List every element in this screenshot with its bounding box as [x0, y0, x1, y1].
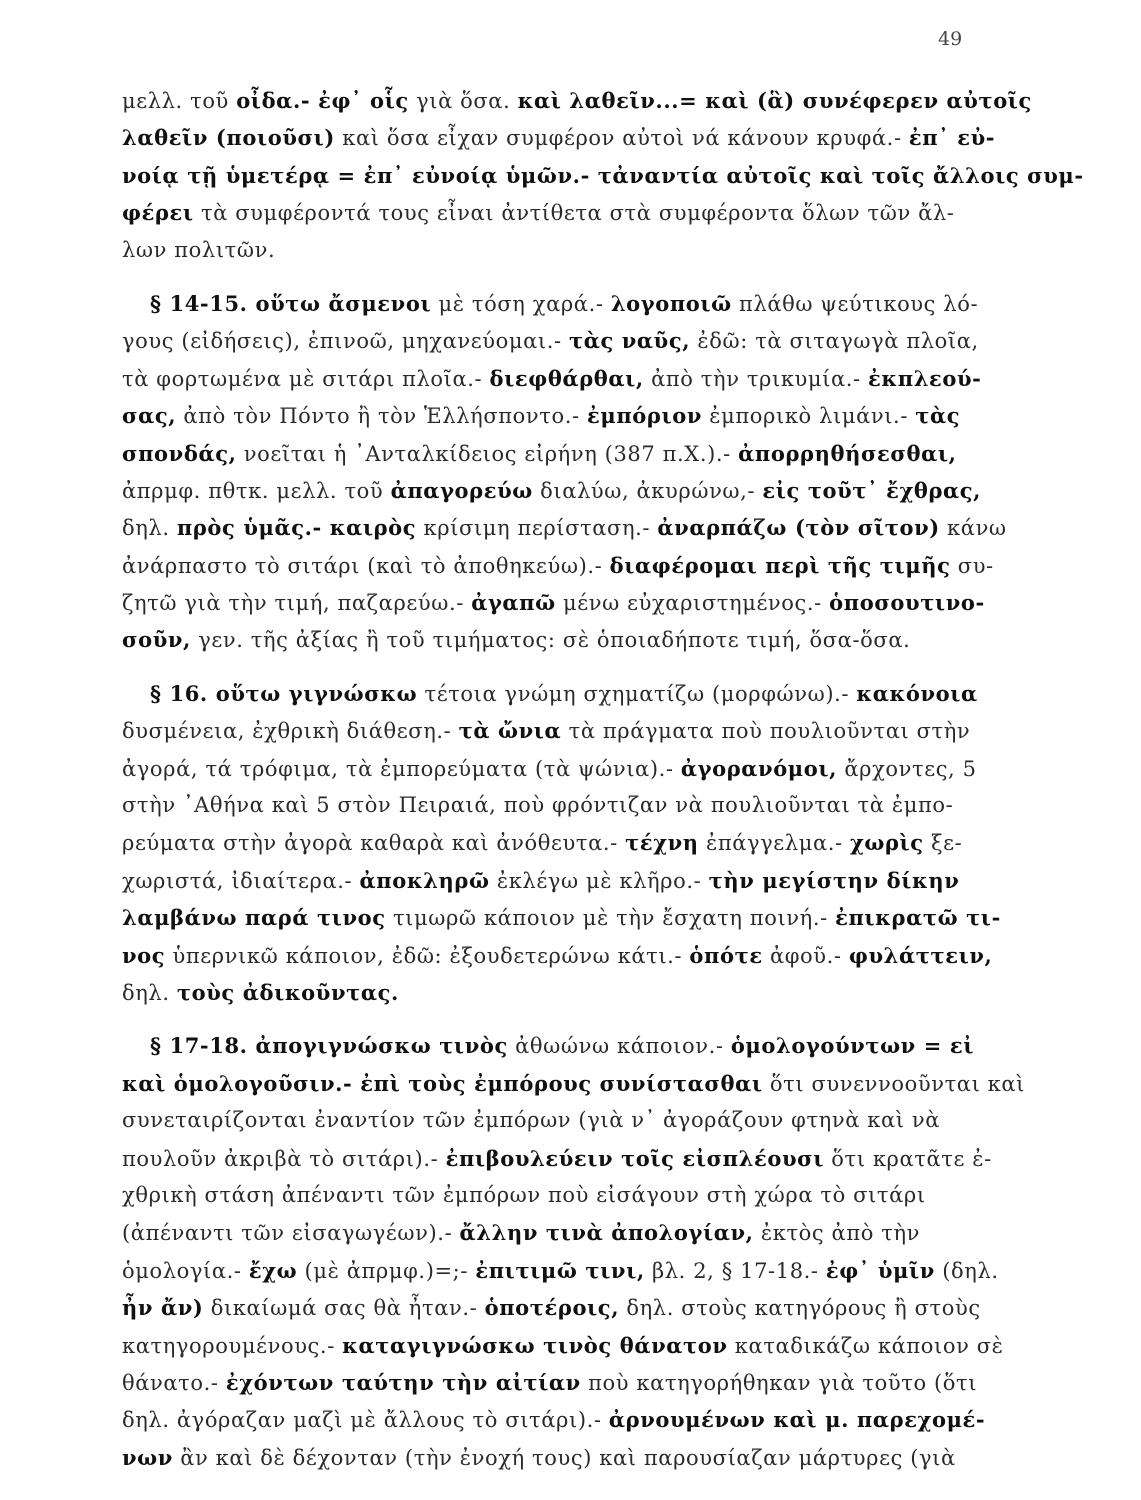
lemma-term: πρὸς ὑμᾶς.- καιρὸς: [176, 515, 417, 541]
text-line: [122, 397, 982, 434]
gloss-text: καὶ ὅσα εἶχαν συμφέρον αὐτοὶ νά κάνουν κρυφά.-: [334, 126, 909, 151]
text-line: [122, 584, 985, 621]
lemma-term: ἀπαγορεύω: [390, 477, 533, 503]
text-line: [122, 1102, 982, 1139]
lemma-term: τοὺς ἀδικοῦντας.: [176, 979, 399, 1005]
text-line: [122, 509, 1007, 546]
lemma-term: σοῦν,: [122, 627, 191, 653]
gloss-text: ἐμπορικὸ λιμάνι.-: [702, 404, 916, 429]
gloss-text: θάνατο.-: [122, 1370, 226, 1395]
lemma-term: τὰς ναῦς,: [568, 328, 691, 354]
text-line: [122, 824, 982, 861]
gloss-text: βλ. 2, § 17-18.-: [644, 1258, 826, 1283]
lemma-term: τέχνη: [625, 830, 699, 856]
lemma-term: ἀποκληρῶ: [359, 867, 490, 893]
lemma-term: ἐπ᾽ εὐ-: [908, 125, 996, 151]
text-line: [122, 1289, 982, 1326]
gloss-text: στὴν ᾿Αθήνα καὶ 5 στὸν Πειραιά, ποὺ φρόντιζαν νὰ πουλιοῦνται τὰ ἐμπο-: [122, 793, 954, 818]
gloss-text: ἐκτὸς ἀπὸ τὴν: [753, 1221, 921, 1246]
paragraph-gap: [122, 269, 982, 285]
gloss-text: (μὲ ἀπρμφ.)=;-: [297, 1258, 476, 1283]
gloss-text: ὑπερνικῶ κάποιον, ἐδῶ: ἐξουδετερώνω κάτι.-: [165, 943, 690, 968]
lemma-term: διεφθάρθαι,: [489, 365, 644, 391]
lemma-term: ἐμπόριον: [586, 403, 703, 429]
paragraph-gap: [122, 659, 982, 675]
text-line: [122, 157, 1084, 194]
lemma-term: λογοποιῶ: [610, 290, 732, 316]
lemma-term: τὰς: [915, 403, 961, 429]
gloss-text: ἄρχοντες, 5: [837, 756, 977, 781]
lemma-term: ἀρνουμένων καὶ μ. παρεχομέ-: [608, 1407, 986, 1433]
gloss-text: δυσμένεια, ἐχθρικὴ διάθεση.-: [122, 719, 459, 744]
lemma-term: ἐπιβουλεύειν τοῖς εἰσπλέουσι: [445, 1145, 824, 1171]
gloss-text: πλάθω ψεύτικους λό-: [731, 291, 979, 316]
gloss-text: λων πολιτῶν.: [122, 237, 276, 262]
gloss-text: ὁμολογία.-: [122, 1258, 249, 1283]
text-line: [122, 360, 982, 397]
text-line: [122, 712, 982, 749]
gloss-text: δηλ.: [122, 516, 177, 541]
lemma-term: τὰ ὤνια: [458, 718, 562, 744]
gloss-text: μελλ. τοῦ: [122, 89, 237, 113]
text-line: [122, 675, 982, 712]
lemma-term: διαφέρομαι περὶ τῆς τιμῆς: [609, 552, 951, 578]
lemma-term: § 17-18. ἀπογιγνώσκω τινὸς: [150, 1033, 508, 1059]
lemma-term: σας,: [122, 403, 177, 429]
lemma-term: ὁπότε: [689, 942, 763, 968]
lemma-term: ὁμολογούντων = εἰ: [730, 1033, 974, 1059]
lemma-term: ἄλλην τινὰ ἀπολογίαν,: [459, 1220, 754, 1246]
text-line: [122, 119, 996, 156]
gloss-text: ἀνάρπαστο τὸ σιτάρι (καὶ τὸ ἀποθηκεύω).-: [122, 553, 610, 578]
text-line: [122, 1177, 982, 1214]
gloss-text: ἀφοῦ.-: [762, 943, 849, 968]
gloss-text: ἀπρμφ. πθτκ. μελλ. τοῦ: [122, 478, 391, 503]
text-line: [122, 937, 993, 974]
gloss-text: ἀπὸ τὸν Πόντο ἢ τὸν Ἑλλήσποντο.-: [176, 404, 587, 429]
text-line: [122, 1364, 982, 1401]
gloss-text: (δηλ.: [934, 1258, 999, 1283]
paragraph-gap: [122, 1011, 982, 1027]
gloss-text: ὅτι κρατᾶτε ἐ-: [823, 1146, 992, 1171]
lemma-term: ἀγορανόμοι,: [680, 755, 838, 781]
lemma-term: ἐπικρατῶ τι-: [835, 905, 1001, 931]
gloss-text: γους (εἰδήσεις), ἐπινοῶ, μηχανεύομαι.-: [122, 329, 569, 354]
text-line: [122, 974, 982, 1011]
text-line: [122, 750, 982, 787]
lemma-term: φέρει: [122, 200, 194, 226]
lemma-term: χωρὶς: [849, 830, 924, 856]
lemma-term: ἐφ᾽ ὑμῖν: [825, 1257, 935, 1283]
text-line: [122, 322, 982, 359]
gloss-text: ἀθωώνω κάποιον.-: [507, 1034, 731, 1059]
lemma-term: ἀπορρηθήσεσθαι,: [738, 440, 957, 466]
gloss-text: τὰ πράγματα ποὺ πουλιοῦνται στὴν: [561, 719, 971, 744]
gloss-text: συνεταιρίζονται ἐναντίον τῶν ἐμπόρων (γιὰ ν᾽ ἀγοράζουν φτηνὰ καὶ νὰ: [122, 1108, 941, 1133]
text-line: [122, 1252, 999, 1289]
text-line: [122, 1327, 1004, 1364]
page-text: [122, 82, 1084, 1476]
lemma-term: λαθεῖν (ποιοῦσι): [122, 125, 335, 151]
text-line: [122, 1401, 986, 1438]
lemma-term: καὶ λαθεῖν...= καὶ (ἃ) συνέφερεν αὐτοῖς: [517, 88, 1032, 113]
gloss-text: δικαίωμά σας θὰ ἦταν.-: [203, 1296, 485, 1321]
lemma-term: ἐχόντων ταύτην τὴν αἰτίαν: [225, 1369, 581, 1395]
lemma-term: νοίᾳ τῇ ὑμετέρᾳ = ἐπ᾽ εὐνοίᾳ ὑμῶν.- τἀναντία αὐτοῖς καὶ τοῖς ἄλλοις συμ-: [122, 162, 1084, 188]
lemma-term: νος: [122, 942, 166, 968]
gloss-text: δηλ. ἀγόραζαν μαζὶ μὲ ἄλλους τὸ σιτάρι).-: [122, 1408, 609, 1433]
gloss-text: (ἀπέναντι τῶν εἰσαγωγέων).-: [122, 1221, 460, 1246]
gloss-text: τὰ φορτωμένα μὲ σιτάρι πλοῖα.-: [122, 366, 490, 391]
gloss-text: δηλ.: [122, 980, 177, 1005]
lemma-term: ὁποσουτινο-: [829, 590, 985, 616]
text-line: [122, 1439, 982, 1476]
gloss-text: ξε-: [923, 831, 963, 856]
lemma-term: λαμβάνω παρά τινος: [122, 905, 386, 931]
gloss-text: δηλ. στοὺς κατηγόρους ἢ στοὺς: [619, 1296, 981, 1321]
gloss-text: διαλύω, ἀκυρώνω,-: [532, 478, 763, 503]
lemma-term: νων: [122, 1444, 173, 1470]
gloss-text: συ-: [950, 553, 994, 578]
text-line: [122, 232, 982, 269]
gloss-text: χθρικὴ στάση ἀπέναντι τῶν ἐμπόρων ποὺ εἰσάγουν στὴ χώρα τὸ σιτάρι: [122, 1182, 926, 1207]
text-line: [122, 621, 982, 658]
lemma-term: § 14-15. οὕτω ἄσμενοι: [150, 290, 432, 316]
gloss-text: νοεῖται ἡ ᾿Ανταλκίδειος εἰρήνη (387 π.Χ.).-: [236, 441, 739, 466]
gloss-text: τὰ συμφέροντά τους εἶναι ἀντίθετα στὰ συμφέροντα ὅλων τῶν ἄλ-: [193, 201, 955, 226]
gloss-text: ζητῶ γιὰ τὴν τιμή, παζαρεύω.-: [122, 591, 472, 616]
gloss-text: ἀγορά, τά τρόφιμα, τὰ ἐμπορεύματα (τὰ ψώνια).-: [122, 756, 681, 781]
text-line: [122, 285, 982, 322]
gloss-text: κρίσιμη περίσταση.-: [416, 516, 658, 541]
lemma-term: ἀγαπῶ: [471, 590, 556, 616]
text-line: [122, 547, 994, 584]
page-number: 49: [938, 28, 963, 50]
gloss-text: καταδικάζω κάποιον σὲ: [727, 1333, 1004, 1358]
gloss-text: ἐδῶ: τὰ σιταγωγὰ πλοῖα,: [690, 329, 979, 354]
gloss-text: μένω εὐχαριστημένος.-: [555, 591, 830, 616]
gloss-text: πουλοῦν ἀκριβὰ τὸ σιτάρι).-: [122, 1146, 446, 1171]
gloss-text: ἐκλέγω μὲ κλῆρο.-: [489, 868, 709, 893]
text-line: [122, 1140, 992, 1177]
gloss-text: ὅτι συνεννοοῦνται καὶ: [762, 1071, 1026, 1096]
text-line: [122, 787, 982, 824]
lemma-term: καὶ ὁμολογοῦσιν.- ἐπὶ τοὺς ἐμπόρους συνίστασθαι: [122, 1070, 763, 1096]
lemma-term: εἰς τοῦτ᾽ ἔχθρας,: [762, 477, 982, 503]
text-line: [122, 1027, 982, 1064]
gloss-text: κατηγορουμένους.-: [122, 1333, 343, 1358]
lemma-term: φυλάττειν,: [848, 942, 993, 968]
gloss-text: τιμωρῶ κάποιον μὲ τὴν ἔσχατη ποινή.-: [385, 906, 836, 931]
text-line: [122, 1214, 982, 1251]
gloss-text: ποὺ κατηγορήθηκαν γιὰ τοῦτο (ὅτι: [580, 1370, 978, 1395]
lemma-term: ἐκπλεού-: [868, 365, 982, 391]
text-line: [122, 472, 982, 509]
text-line: [122, 194, 982, 231]
gloss-text: τέτοια γνώμη σχηματίζω (μορφώνω).-: [417, 681, 857, 706]
gloss-text: ἂν καὶ δὲ δέχονταν (τὴν ἐνοχή τους) καὶ παρουσίαζαν μάρτυρες (γιὰ: [172, 1445, 956, 1470]
gloss-text: ἐπάγγελμα.-: [698, 831, 850, 856]
gloss-text: γιὰ ὅσα.: [408, 89, 518, 113]
lemma-term: § 16. οὕτω γιγνώσκω: [150, 680, 418, 706]
text-line: [122, 899, 1001, 936]
lemma-term: ἦν ἄν): [122, 1295, 204, 1321]
lemma-term: κακόνοια: [856, 680, 978, 706]
text-line: [122, 862, 982, 899]
lemma-term: ἀναρπάζω (τὸν σῖτον): [657, 515, 940, 541]
text-line: [122, 435, 982, 472]
lemma-term: ἔχω: [248, 1257, 298, 1283]
lemma-term: ἐπιτιμῶ τινι,: [475, 1257, 645, 1283]
lemma-term: σπονδάς,: [122, 440, 237, 466]
lemma-term: ὁποτέροις,: [484, 1295, 620, 1321]
lemma-term: τὴν μεγίστην δίκην: [708, 867, 960, 893]
text-line: [122, 82, 1032, 119]
lemma-term: καταγιγνώσκω τινὸς θάνατον: [342, 1332, 728, 1358]
gloss-text: κάνω: [939, 516, 1007, 541]
gloss-text: χωριστά, ἰδιαίτερα.-: [122, 868, 360, 893]
gloss-text: ρεύματα στὴν ἀγορὰ καθαρὰ καὶ ἀνόθευτα.-: [122, 831, 626, 856]
lemma-term: οἶδα.- ἐφ᾽ οἷς: [236, 88, 409, 113]
gloss-text: μὲ τόση χαρά.-: [431, 291, 611, 316]
text-line: [122, 1065, 1026, 1102]
gloss-text: γεν. τῆς ἀξίας ἢ τοῦ τιμήματος: σὲ ὁποιαδήποτε τιμή, ὅσα-ὅσα.: [190, 628, 911, 653]
gloss-text: ἀπὸ τὴν τρικυμία.-: [643, 366, 869, 391]
